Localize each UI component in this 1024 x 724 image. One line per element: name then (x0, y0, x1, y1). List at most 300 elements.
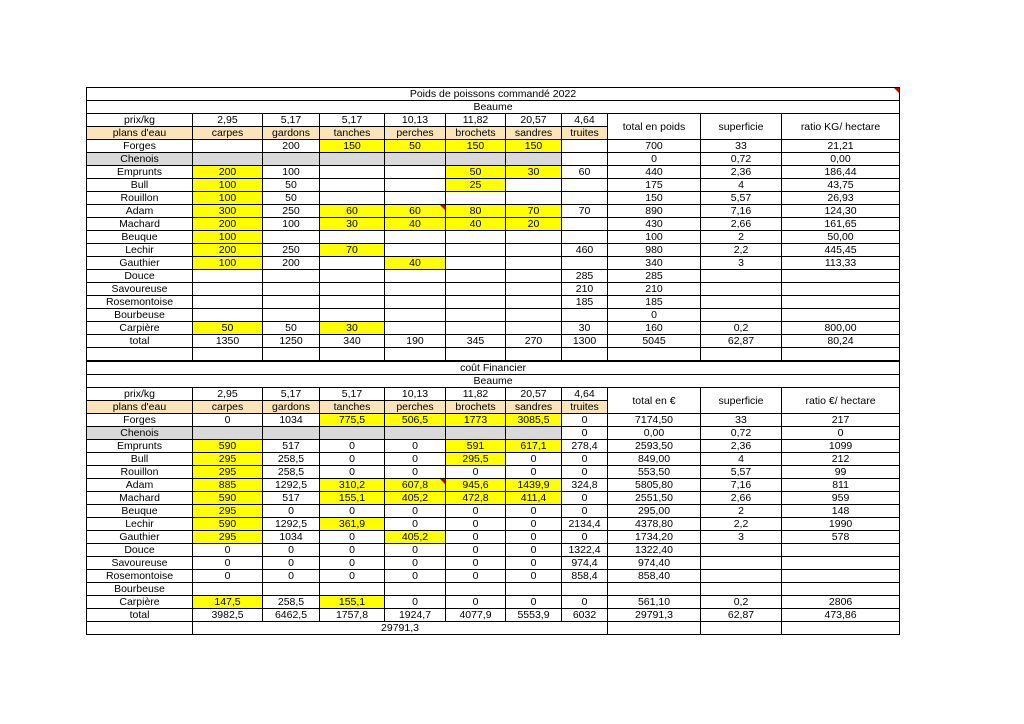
value-cell: 411,4 (506, 492, 562, 505)
location-row (87, 375, 900, 388)
value-cell: 0 (446, 531, 506, 544)
column-header: plans d'eau (87, 127, 193, 140)
value-cell (562, 140, 608, 153)
value-cell: 361,9 (320, 518, 385, 531)
comment-marker-icon (440, 479, 445, 484)
value-cell (562, 231, 608, 244)
species-header: tanches (320, 401, 385, 414)
table-row (87, 270, 900, 283)
ratio-cell: 2806 (782, 596, 900, 609)
empty-cell (782, 348, 900, 361)
value-cell: 607,8 (385, 479, 446, 492)
value-cell: 70 (562, 205, 608, 218)
value-cell (506, 192, 562, 205)
value-cell (506, 427, 562, 440)
table-row (87, 205, 900, 218)
value-cell: 150 (506, 140, 562, 153)
lake-name: Beuque (87, 231, 193, 244)
value-cell (263, 153, 320, 166)
value-cell: 1034 (263, 531, 320, 544)
grand-total-row (87, 622, 900, 635)
value-cell: 30 (320, 322, 385, 335)
table-row (87, 140, 900, 153)
species-header: perches (385, 401, 446, 414)
value-cell (320, 153, 385, 166)
value-cell: 0 (446, 570, 506, 583)
table-row (87, 466, 900, 479)
value-cell (446, 244, 506, 257)
empty-cell (562, 348, 608, 361)
value-cell (320, 270, 385, 283)
species-header: sandres (506, 401, 562, 414)
empty-cell (608, 348, 701, 361)
value-cell (193, 270, 263, 283)
value-cell: 405,2 (385, 531, 446, 544)
table-row (87, 505, 900, 518)
value-cell: 591 (446, 440, 506, 453)
weight-table (86, 87, 900, 361)
area-cell: 4 (701, 453, 782, 466)
value-cell: 0 (506, 531, 562, 544)
value-cell: 1439,9 (506, 479, 562, 492)
value-cell (193, 427, 263, 440)
value-cell (263, 270, 320, 283)
lake-name: Forges (87, 414, 193, 427)
species-header: gardons (263, 401, 320, 414)
value-cell: 278,4 (562, 440, 608, 453)
table-row (87, 244, 900, 257)
value-cell: 885 (193, 479, 263, 492)
lake-name: Rosemontoise (87, 296, 193, 309)
empty-cell (701, 622, 782, 635)
value-cell (506, 244, 562, 257)
table-row (87, 179, 900, 192)
lake-name: Bull (87, 453, 193, 466)
value-cell (562, 309, 608, 322)
total-cell: 185 (608, 296, 701, 309)
price-cell: 4,64 (562, 114, 608, 127)
total-value-cell: 4077,9 (446, 609, 506, 622)
value-cell: 945,6 (446, 479, 506, 492)
value-cell (446, 192, 506, 205)
value-cell: 2134,4 (562, 518, 608, 531)
value-cell: 100 (193, 192, 263, 205)
value-cell: 200 (193, 218, 263, 231)
value-cell (263, 583, 320, 596)
ratio-cell (782, 570, 900, 583)
value-cell (263, 283, 320, 296)
area-cell (701, 583, 782, 596)
grand-total-cell: 5045 (608, 335, 701, 348)
total-cell: 2551,50 (608, 492, 701, 505)
lake-name: Bourbeuse (87, 309, 193, 322)
empty-cell (446, 348, 506, 361)
value-cell: 0 (193, 557, 263, 570)
lake-name: Douce (87, 544, 193, 557)
lake-name: Forges (87, 140, 193, 153)
value-cell: 0 (506, 505, 562, 518)
ratio-cell: 212 (782, 453, 900, 466)
value-cell (385, 192, 446, 205)
value-cell (506, 257, 562, 270)
price-row (87, 388, 900, 401)
value-cell: 472,8 (446, 492, 506, 505)
value-cell: 0 (385, 453, 446, 466)
value-cell: 590 (193, 440, 263, 453)
value-cell (193, 583, 263, 596)
value-cell: 250 (263, 205, 320, 218)
value-cell: 0 (320, 440, 385, 453)
area-cell (701, 544, 782, 557)
table-row (87, 440, 900, 453)
total-label: total (87, 609, 193, 622)
ratio-cell: 43,75 (782, 179, 900, 192)
value-cell (506, 322, 562, 335)
lake-name: Chenois (87, 427, 193, 440)
value-cell: 517 (263, 492, 320, 505)
total-label: total (87, 335, 193, 348)
lake-name: Beuque (87, 505, 193, 518)
lake-name: Douce (87, 270, 193, 283)
table-row (87, 583, 900, 596)
ratio-cell (782, 544, 900, 557)
value-cell: 80 (446, 205, 506, 218)
value-cell: 25 (446, 179, 506, 192)
lake-name: Rouillon (87, 466, 193, 479)
total-cell: 160 (608, 322, 701, 335)
total-value-cell: 270 (506, 335, 562, 348)
ratio-cell: 1990 (782, 518, 900, 531)
empty-cell (193, 348, 263, 361)
value-cell: 30 (506, 166, 562, 179)
lake-name: Rouillon (87, 192, 193, 205)
value-cell (562, 257, 608, 270)
value-cell: 974,4 (562, 557, 608, 570)
area-cell: 2,66 (701, 492, 782, 505)
value-cell: 295 (193, 505, 263, 518)
title-row (87, 362, 900, 375)
area-cell: 0,72 (701, 427, 782, 440)
price-label: prix/kg (87, 114, 193, 127)
value-cell: 0 (562, 505, 608, 518)
price-label: prix/kg (87, 388, 193, 401)
table-row (87, 570, 900, 583)
lake-name: Chenois (87, 153, 193, 166)
value-cell (446, 231, 506, 244)
value-cell: 506,5 (385, 414, 446, 427)
area-cell: 0,2 (701, 322, 782, 335)
ratio-cell: 26,93 (782, 192, 900, 205)
total-cell: 430 (608, 218, 701, 231)
ratio-cell: 578 (782, 531, 900, 544)
area-cell: 2,2 (701, 244, 782, 257)
value-cell (446, 270, 506, 283)
area-total-cell: 62,87 (701, 609, 782, 622)
area-cell: 4 (701, 179, 782, 192)
ratio-cell: 99 (782, 466, 900, 479)
total-value-cell: 345 (446, 335, 506, 348)
table-row (87, 153, 900, 166)
total-cell: 340 (608, 257, 701, 270)
area-cell: 2,2 (701, 518, 782, 531)
value-cell (562, 153, 608, 166)
value-cell: 0 (385, 544, 446, 557)
value-cell (320, 583, 385, 596)
value-cell: 0 (320, 570, 385, 583)
lake-name: Gauthier (87, 531, 193, 544)
area-cell: 3 (701, 531, 782, 544)
value-cell: 60 (562, 166, 608, 179)
ratio-cell (782, 270, 900, 283)
value-cell (446, 283, 506, 296)
table-row (87, 322, 900, 335)
table-row (87, 257, 900, 270)
total-cell: 440 (608, 166, 701, 179)
ratio-cell (782, 296, 900, 309)
total-cell: 858,40 (608, 570, 701, 583)
total-cell: 0 (608, 153, 701, 166)
value-cell: 0 (263, 570, 320, 583)
value-cell: 0 (506, 466, 562, 479)
value-cell: 0 (562, 414, 608, 427)
empty-cell (320, 348, 385, 361)
value-cell (263, 296, 320, 309)
value-cell: 0 (446, 505, 506, 518)
price-cell: 10,13 (385, 388, 446, 401)
ratio-cell: 0,00 (782, 153, 900, 166)
grand-total-cell: 29791,3 (608, 609, 701, 622)
value-cell: 200 (193, 166, 263, 179)
value-cell: 590 (193, 492, 263, 505)
area-cell: 2,36 (701, 440, 782, 453)
value-cell (320, 231, 385, 244)
value-cell: 258,5 (263, 596, 320, 609)
value-cell (193, 309, 263, 322)
column-header: total en € (608, 388, 701, 414)
value-cell (193, 153, 263, 166)
value-cell (446, 153, 506, 166)
value-cell (320, 179, 385, 192)
area-cell (701, 570, 782, 583)
value-cell (263, 231, 320, 244)
value-cell (193, 283, 263, 296)
value-cell: 100 (193, 179, 263, 192)
value-cell: 70 (320, 244, 385, 257)
species-header: gardons (263, 127, 320, 140)
price-cell: 10,13 (385, 114, 446, 127)
total-cell: 175 (608, 179, 701, 192)
empty-cell (87, 348, 193, 361)
value-cell: 285 (562, 270, 608, 283)
total-cell: 285 (608, 270, 701, 283)
value-cell: 0 (385, 518, 446, 531)
spacer-row (87, 348, 900, 361)
value-cell: 460 (562, 244, 608, 257)
area-cell: 3 (701, 257, 782, 270)
species-header: carpes (193, 127, 263, 140)
price-cell: 4,64 (562, 388, 608, 401)
table-row (87, 296, 900, 309)
ratio-cell: 186,44 (782, 166, 900, 179)
value-cell: 324,8 (562, 479, 608, 492)
total-cell: 100 (608, 231, 701, 244)
value-cell (506, 153, 562, 166)
total-row (87, 609, 900, 622)
lake-name: Carpière (87, 322, 193, 335)
ratio-cell (782, 283, 900, 296)
price-cell: 11,82 (446, 388, 506, 401)
value-cell: 295 (193, 466, 263, 479)
lake-name: Emprunts (87, 166, 193, 179)
total-cell: 150 (608, 192, 701, 205)
value-cell: 295,5 (446, 453, 506, 466)
total-value-cell: 6462,5 (263, 609, 320, 622)
value-cell (263, 309, 320, 322)
area-cell: 33 (701, 140, 782, 153)
location-label: Beaume (87, 375, 900, 388)
ratio-total-cell: 473,86 (782, 609, 900, 622)
value-cell: 0 (506, 596, 562, 609)
value-cell: 258,5 (263, 453, 320, 466)
location-label: Beaume (87, 101, 900, 114)
total-cell: 1734,20 (608, 531, 701, 544)
value-cell (385, 583, 446, 596)
total-row (87, 335, 900, 348)
grand-total-value: 29791,3 (193, 622, 608, 635)
ratio-cell: 1099 (782, 440, 900, 453)
empty-cell (608, 622, 701, 635)
table-row (87, 192, 900, 205)
total-cell: 849,00 (608, 453, 701, 466)
price-cell: 2,95 (193, 388, 263, 401)
ratio-total-cell: 80,24 (782, 335, 900, 348)
value-cell: 50 (193, 322, 263, 335)
lake-name: Rosemontoise (87, 570, 193, 583)
value-cell (506, 231, 562, 244)
value-cell: 0 (562, 531, 608, 544)
table-row (87, 531, 900, 544)
value-cell: 150 (446, 140, 506, 153)
value-cell: 405,2 (385, 492, 446, 505)
column-header: total en poids (608, 114, 701, 140)
total-value-cell: 340 (320, 335, 385, 348)
value-cell: 50 (263, 179, 320, 192)
lake-name: Adam (87, 479, 193, 492)
price-cell: 20,57 (506, 388, 562, 401)
value-cell: 0 (562, 466, 608, 479)
value-cell: 155,1 (320, 492, 385, 505)
price-cell: 5,17 (263, 388, 320, 401)
comment-marker-icon (894, 88, 899, 93)
empty-cell (701, 348, 782, 361)
value-cell: 0 (320, 531, 385, 544)
total-cell: 0,00 (608, 427, 701, 440)
species-header: truites (562, 127, 608, 140)
value-cell: 200 (263, 257, 320, 270)
value-cell (320, 166, 385, 179)
ratio-cell (782, 583, 900, 596)
value-cell: 258,5 (263, 466, 320, 479)
value-cell: 40 (385, 257, 446, 270)
value-cell: 1292,5 (263, 479, 320, 492)
value-cell: 3085,5 (506, 414, 562, 427)
ratio-cell: 148 (782, 505, 900, 518)
value-cell (562, 192, 608, 205)
ratio-cell (782, 557, 900, 570)
table-row (87, 309, 900, 322)
value-cell (320, 192, 385, 205)
value-cell (193, 296, 263, 309)
area-cell: 2,66 (701, 218, 782, 231)
value-cell (385, 427, 446, 440)
column-header: ratio €/ hectare (782, 388, 900, 414)
species-header: perches (385, 127, 446, 140)
value-cell (385, 309, 446, 322)
total-value-cell: 6032 (562, 609, 608, 622)
lake-name: Emprunts (87, 440, 193, 453)
value-cell: 0 (562, 453, 608, 466)
lake-name: Gauthier (87, 257, 193, 270)
value-cell (446, 583, 506, 596)
area-cell: 5,57 (701, 192, 782, 205)
value-cell: 185 (562, 296, 608, 309)
value-cell: 300 (193, 205, 263, 218)
lake-name: Savoureuse (87, 557, 193, 570)
value-cell: 0 (446, 518, 506, 531)
value-cell (385, 153, 446, 166)
value-cell (385, 270, 446, 283)
value-cell: 517 (263, 440, 320, 453)
value-cell: 100 (193, 231, 263, 244)
area-cell (701, 283, 782, 296)
species-header: brochets (446, 127, 506, 140)
value-cell: 0 (193, 544, 263, 557)
title-row (87, 88, 900, 101)
table-row (87, 166, 900, 179)
total-value-cell: 1757,8 (320, 609, 385, 622)
lake-name: Carpière (87, 596, 193, 609)
table-row (87, 557, 900, 570)
value-cell (446, 322, 506, 335)
area-cell (701, 270, 782, 283)
value-cell: 50 (263, 192, 320, 205)
value-cell (385, 231, 446, 244)
total-cell: 553,50 (608, 466, 701, 479)
area-cell: 0,72 (701, 153, 782, 166)
value-cell: 0 (506, 544, 562, 557)
value-cell: 0 (320, 544, 385, 557)
area-total-cell: 62,87 (701, 335, 782, 348)
total-cell: 561,10 (608, 596, 701, 609)
value-cell (562, 179, 608, 192)
total-cell: 974,40 (608, 557, 701, 570)
total-cell: 0 (608, 309, 701, 322)
area-cell (701, 309, 782, 322)
value-cell (263, 427, 320, 440)
area-cell (701, 296, 782, 309)
value-cell: 30 (320, 218, 385, 231)
price-row (87, 114, 900, 127)
value-cell: 0 (263, 557, 320, 570)
value-cell: 0 (320, 453, 385, 466)
table-row (87, 453, 900, 466)
value-cell: 1292,5 (263, 518, 320, 531)
value-cell: 590 (193, 518, 263, 531)
ratio-cell: 959 (782, 492, 900, 505)
value-cell (446, 309, 506, 322)
lake-name: Lechir (87, 518, 193, 531)
table-title: coût Financier (87, 362, 900, 375)
